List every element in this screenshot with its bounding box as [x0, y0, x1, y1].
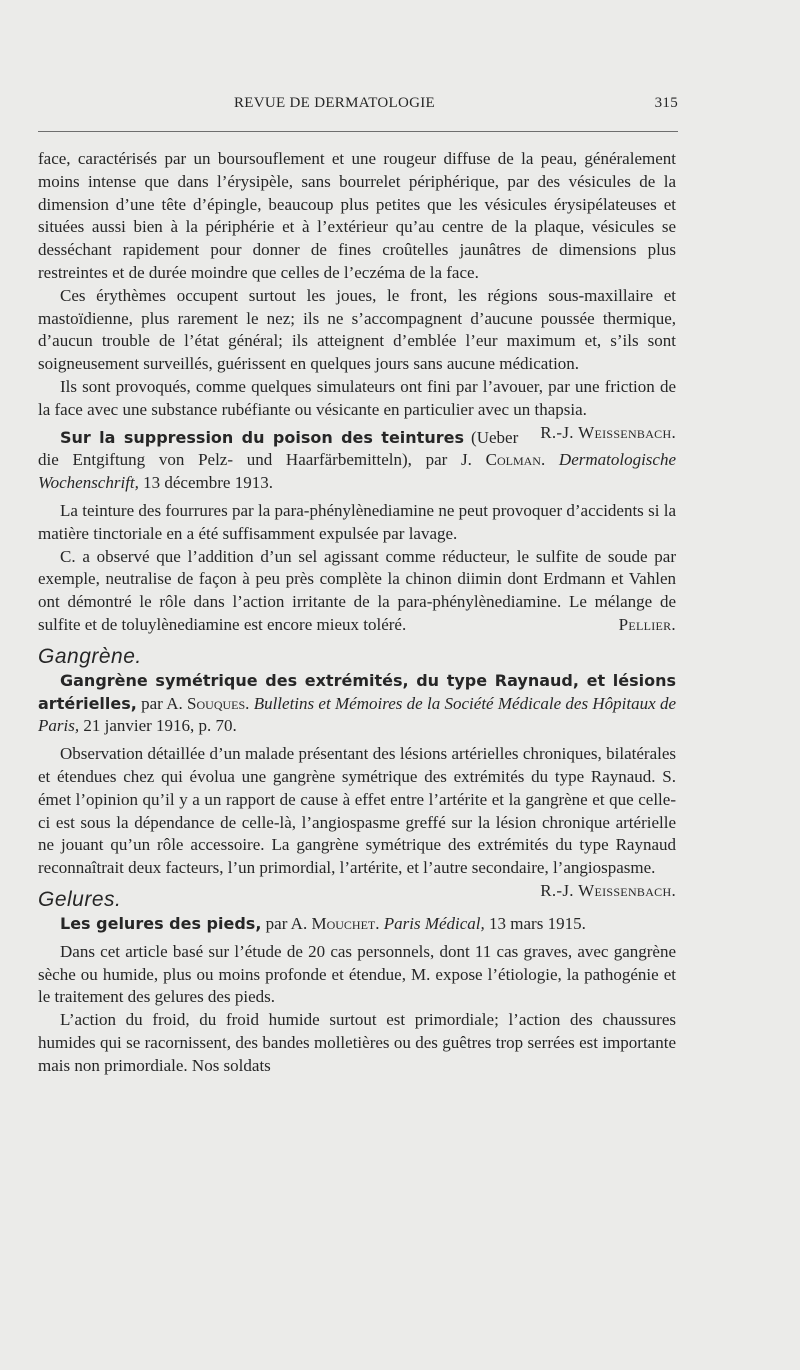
review-signature: R.-J. Weissenbach.: [540, 880, 676, 900]
paragraph-text: C. a observé que l’addition d’un sel agissant comme réducteur, le sulfite de soude par exemple, neutralise de façon à peu près complète la chinon diimin dont Erdmann et Vahlen ont démontré le rôle dans l’action irritante de la para-phénylènediamine. Le mélange de sulfite et de toluylènediamine est encore mieux toléré.: [38, 546, 676, 634]
review-signature: R.-J. Weissenbach.: [540, 422, 676, 442]
article-title: Sur la suppression du poison des teintures: [60, 427, 464, 447]
article-reference-text: par A.: [261, 913, 312, 933]
article-author: Colman.: [485, 450, 546, 470]
article-date: 21 janvier 1916, p. 70.: [79, 716, 237, 736]
article-reference-text: par A.: [136, 693, 188, 713]
paragraph: [38, 546, 676, 637]
page-number: 315: [654, 95, 678, 111]
text-column: [38, 148, 676, 1077]
article-author: Mouchet.: [311, 913, 380, 933]
paragraph: Ces érythèmes occupent surtout les joues, le front, les régions sous-maxillaire et mastoïdienne, plus rarement le nez; ils ne s’accompagnent d’aucune poussée thermique, d’aucun trouble de l’état général; ils atteignent d’emblée l’eur maximum et, s’ils sont soigneusement surveillés, guérissent en quelques jours sans aucune médication.: [38, 285, 676, 374]
article-journal: Bulletins et Mémoires de la Société Médicale des Hôpitaux de Paris,: [38, 693, 676, 736]
header-rule: [38, 131, 678, 132]
section-heading-gelures: Gelures.: [38, 887, 122, 911]
paragraph: La teinture des fourrures par la para-phénylènediamine ne peut provoquer d’accidents si la matière tinctoriale en a été suffisamment expulsée par lavage.: [38, 500, 676, 543]
running-header: [38, 95, 678, 119]
paragraph-text: Ils sont provoqués, comme quelques simulateurs ont fini par l’avouer, par une friction de la face avec une substance rubéfiante ou vésicante en particulier avec un thapsia.: [38, 376, 676, 419]
paragraph: Dans cet article basé sur l’étude de 20 cas personnels, dont 11 cas graves, avec gangrène sèche ou humide, plus ou moins profonde et étendue, M. expose l’étiologie, la pathogénie et le traitement des gelures des pieds.: [38, 941, 676, 1007]
article-date: 13 décembre 1913.: [138, 473, 273, 493]
article-journal: Dermatologische Wochenschrift,: [38, 450, 677, 493]
section-heading-gangrene: Gangrène.: [38, 644, 142, 668]
journal-title: REVUE DE DERMATOLOGIE: [234, 95, 436, 111]
article-author: Souques.: [187, 693, 250, 713]
paragraph-text: Observation détaillée d’un malade présentant des lésions artérielles chroniques, bilatérales et étendues chez qui évolua une gangrène symétrique des extrémités du type Raynaud. S. émet l’opinion qu’il y a un rapport de cause à effet entre l’artérite et la gangrène et que celle-ci est sous la dépendance de celle-là, l’angiospasme greffé sur la lésion chronique artérielle ne jouant qu’un rôle accessoire. La gangrène symétrique des extrémités du type Raynaud reconnaîtrait deux facteurs, l’un primordial, l’artérite, et l’autre secondaire, l’angiospasme.: [38, 744, 676, 878]
article-reference: [38, 913, 676, 936]
paragraph: L’action du froid, du froid humide surtout est primordiale; l’action des chaussures humides qui se racornissent, des bandes molletières ou des guêtres trop serrées est importante mais non primordiale. Nos soldats: [38, 1010, 676, 1075]
article-date: 13 mars 1915.: [484, 913, 586, 933]
article-journal: Paris Médical,: [383, 913, 485, 933]
article-reference-text: (Ueber die Entgiftung von Pelz- und Haarfärbemitteln), par J.: [38, 427, 519, 470]
review-signature: Pellier.: [618, 614, 676, 634]
paragraph: face, caractérisés par un boursouflement et une rougeur diffuse de la peau, généralement moins intense que dans l’érysipèle, sans bourrelet périphérique, par des vésicules de la dimension d’une tête d’épingle, beaucoup plus petites que les vésicules érysipélateuses et situées aussi bien à la périphérie et à l’extérieur qu’au centre de la plaque, vésicules se desséchant rapidement pour donner de fines croûtelles jaunâtres de dimensions plus restreintes et de durée moindre que celles de l’eczéma de la face.: [38, 149, 676, 282]
article-title: Gangrène symétrique des extrémités, du type Raynaud, et lésions artérielles,: [38, 670, 676, 713]
article-title: Les gelures des pieds,: [60, 913, 262, 933]
article-reference: [38, 670, 676, 738]
